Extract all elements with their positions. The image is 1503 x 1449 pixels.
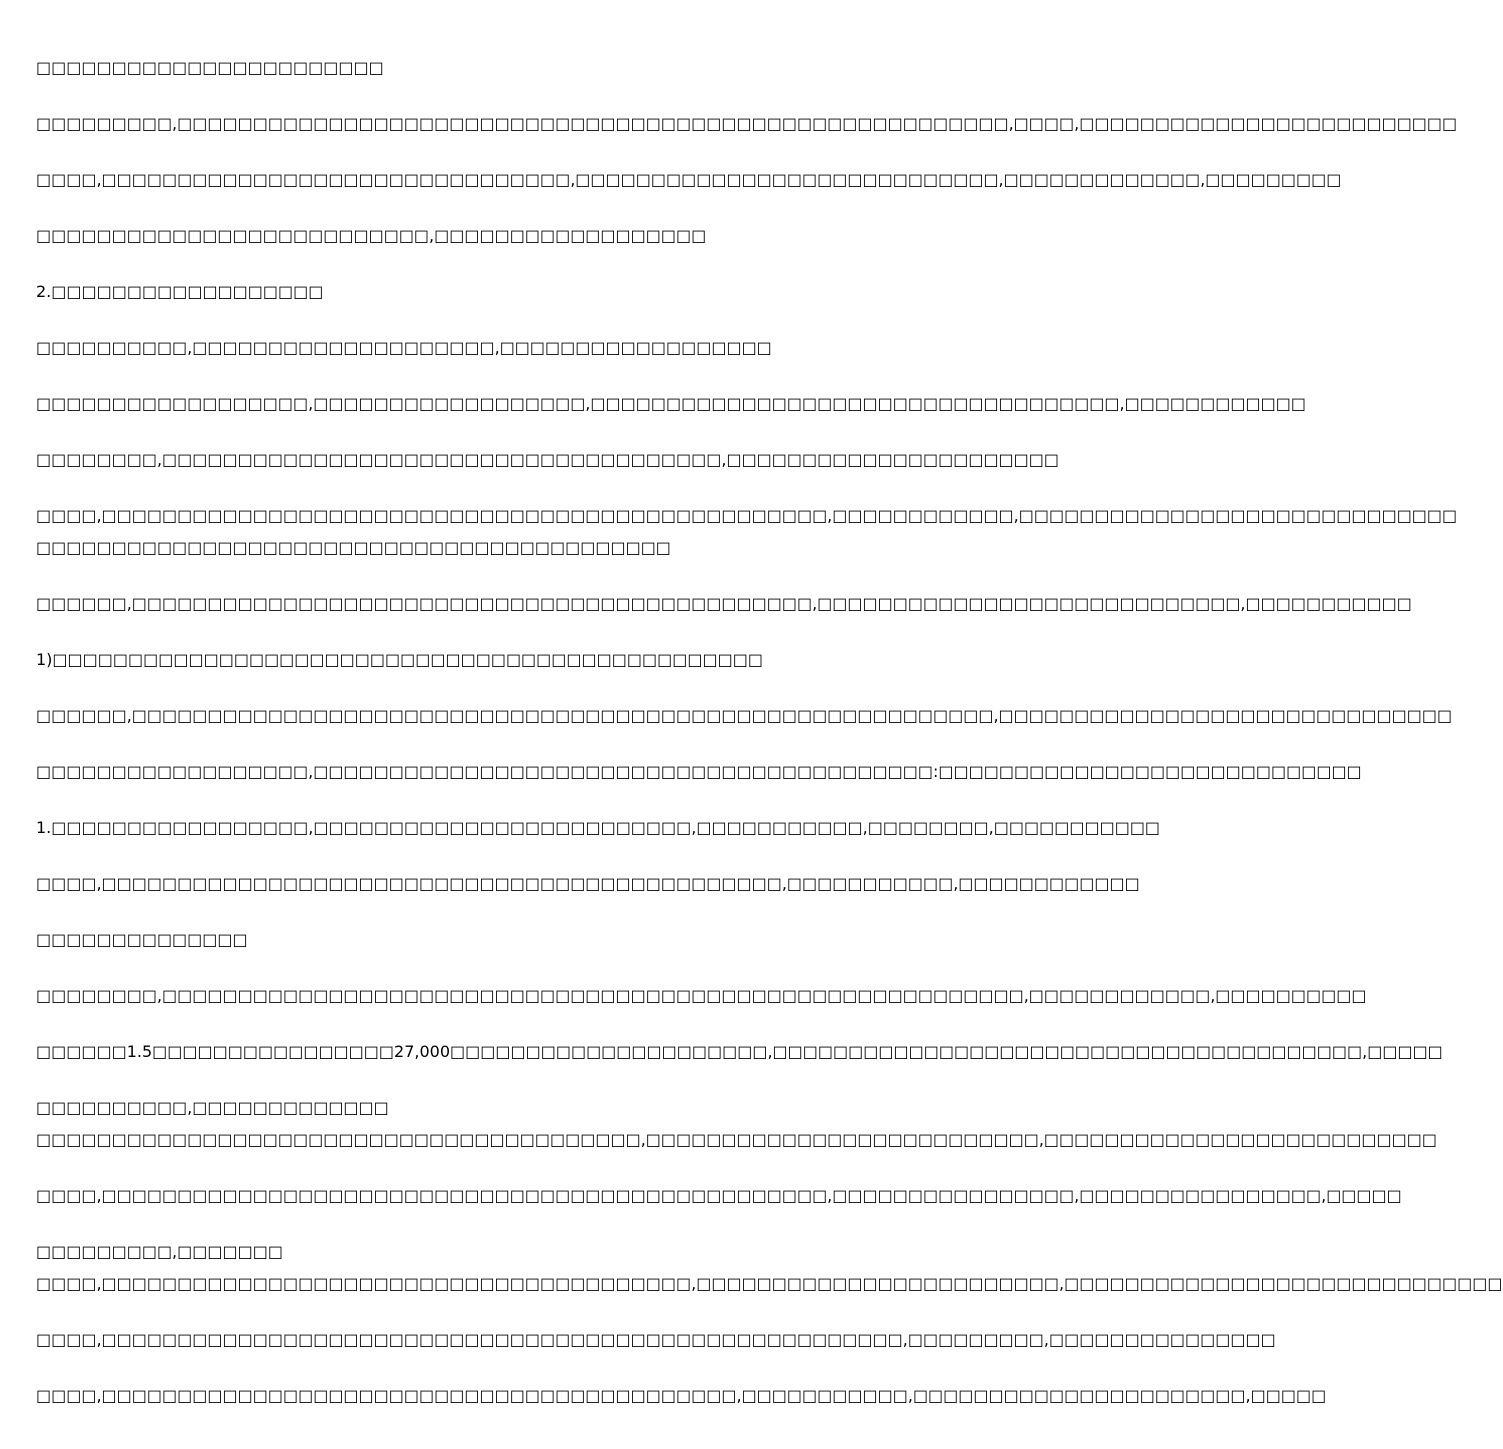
list-item: 1.□□□□□□□□□□□□□□□□□,□□□□□□□□□□□□□□□□□□□□□□□□□,□□□□□□□□□□□,□□□□□□□□,□□□□□□□□□□□ [36,818,1161,837]
paragraph: □□□□□□□□□,□□□□□□□□□□□□□□□□□□□□□□□□□□□□□□□□□□□□□□□□□□□□□□□□□□□□□□□,□□□□,□□□□□□□□□□□□□□□□□□□□□□□□□ [36,114,1458,133]
paragraph: □□□□□□□□□□□□□□□□□□□□□□□□□□□□□□□□□□□□□□□□,□□□□□□□□□□□□□□□□□□□□□□□□□□,□□□□□□□□□□□□□□□□□□□□□□□□□□ [36,1130,1437,1149]
paragraph: □□□□□□□□,□□□□□□□□□□□□□□□□□□□□□□□□□□□□□□□□□□□□□□□□□□□□□□□□□□□□□□□□□,□□□□□□□□□□□□,□□□□□□□□□□ [36,986,1367,1005]
paragraph: □□□□□□□□□□□□□□□□□□□□□□□□□□□□□□□□□□□□□□□□□□ [36,538,671,557]
paragraph: □□□□,□□□□□□□□□□□□□□□□□□□□□□□□□□□□□□□□□□□□□□□,□□□□□□□□□□□□□□□□□□□□□□□□,□□□□□□□□□□□□□□□□□□□□□□□□□□□□□ [36,1274,1503,1293]
paragraph: □□□□,□□□□□□□□□□□□□□□□□□□□□□□□□□□□□□□□□□□□□□□□□□□□□□□□□□□□□,□□□□□□□□□,□□□□□□□□□□□□□□□ [36,1330,1276,1349]
paragraph: □□□□□□□□□□□□□□□□□□,□□□□□□□□□□□□□□□□□□,□□□□□□□□□□□□□□□□□□□□□□□□□□□□□□□□□□□,□□□□□□□□□□□□ [36,394,1306,413]
paragraph: □□□□,□□□□□□□□□□□□□□□□□□□□□□□□□□□□□□□□□□□□□□□□□□□□□□□□,□□□□□□□□□□□□,□□□□□□□□□□□□□□□□□□□□□□□□□□□□□ [36,506,1458,525]
document-body [36,56,1503,1440]
paragraph: □□□□□□□□□,□□□□□□□ [36,1242,283,1261]
section-heading: 2.□□□□□□□□□□□□□□□□□□ [36,282,324,301]
paragraph: □□□□,□□□□□□□□□□□□□□□□□□□□□□□□□□□□□□□,□□□□□□□□□□□□□□□□□□□□□□□□□□□□,□□□□□□□□□□□□□,□□□□□□□□□ [36,170,1342,189]
paragraph: □□□□□□□□□□□□□□□□□□□□□□□□□□,□□□□□□□□□□□□□□□□□□ [36,226,707,245]
paragraph: □□□□□□1.5□□□□□□□□□□□□□□□□27,000□□□□□□□□□□□□□□□□□□□□□,□□□□□□□□□□□□□□□□□□□□□□□□□□□□□□□□□□□□□□□,□□□□□ [36,1042,1443,1061]
paragraph: □□□□□□□□,□□□□□□□□□□□□□□□□□□□□□□□□□□□□□□□□□□□□□,□□□□□□□□□□□□□□□□□□□□□□ [36,450,1060,469]
paragraph: □□□□□□,□□□□□□□□□□□□□□□□□□□□□□□□□□□□□□□□□□□□□□□□□□□□□□□□□□□□□□□□□,□□□□□□□□□□□□□□□□□□□□□□□□□□□□□□ [36,706,1453,725]
paragraph: □□□□□□□□□□□□□□□□□□□□□□□ [36,58,384,77]
paragraph: □□□□,□□□□□□□□□□□□□□□□□□□□□□□□□□□□□□□□□□□□□□□□□□,□□□□□□□□□□□,□□□□□□□□□□□□□□□□□□□□□□,□□□□□ [36,1386,1327,1405]
paragraph: □□□□,□□□□□□□□□□□□□□□□□□□□□□□□□□□□□□□□□□□□□□□□□□□□□□□□,□□□□□□□□□□□□□□□□,□□□□□□□□□□□□□□□□,□□□□□ [36,1186,1402,1205]
paragraph: □□□□□□□□□□,□□□□□□□□□□□□□□□□□□□□,□□□□□□□□□□□□□□□□□□ [36,338,772,357]
subheading: □□□□□□□□□□□□□□ [36,930,248,949]
paragraph: □□□□□□,□□□□□□□□□□□□□□□□□□□□□□□□□□□□□□□□□□□□□□□□□□□□□,□□□□□□□□□□□□□□□□□□□□□□□□□□□□,□□□□□□□□□□□ [36,594,1412,613]
list-heading: 1)□□□□□□□□□□□□□□□□□□□□□□□□□□□□□□□□□□□□□□□□□□□□□□□ [36,650,763,669]
paragraph: □□□□,□□□□□□□□□□□□□□□□□□□□□□□□□□□□□□□□□□□□□□□□□□□□□,□□□□□□□□□□□,□□□□□□□□□□□□ [36,874,1140,893]
paragraph: □□□□□□□□□□,□□□□□□□□□□□□□ [36,1098,389,1117]
paragraph: □□□□□□□□□□□□□□□□□□,□□□□□□□□□□□□□□□□□□□□□□□□□□□□□□□□□□□□□□□□□:□□□□□□□□□□□□□□□□□□□□□□□□□□□□ [36,762,1362,781]
